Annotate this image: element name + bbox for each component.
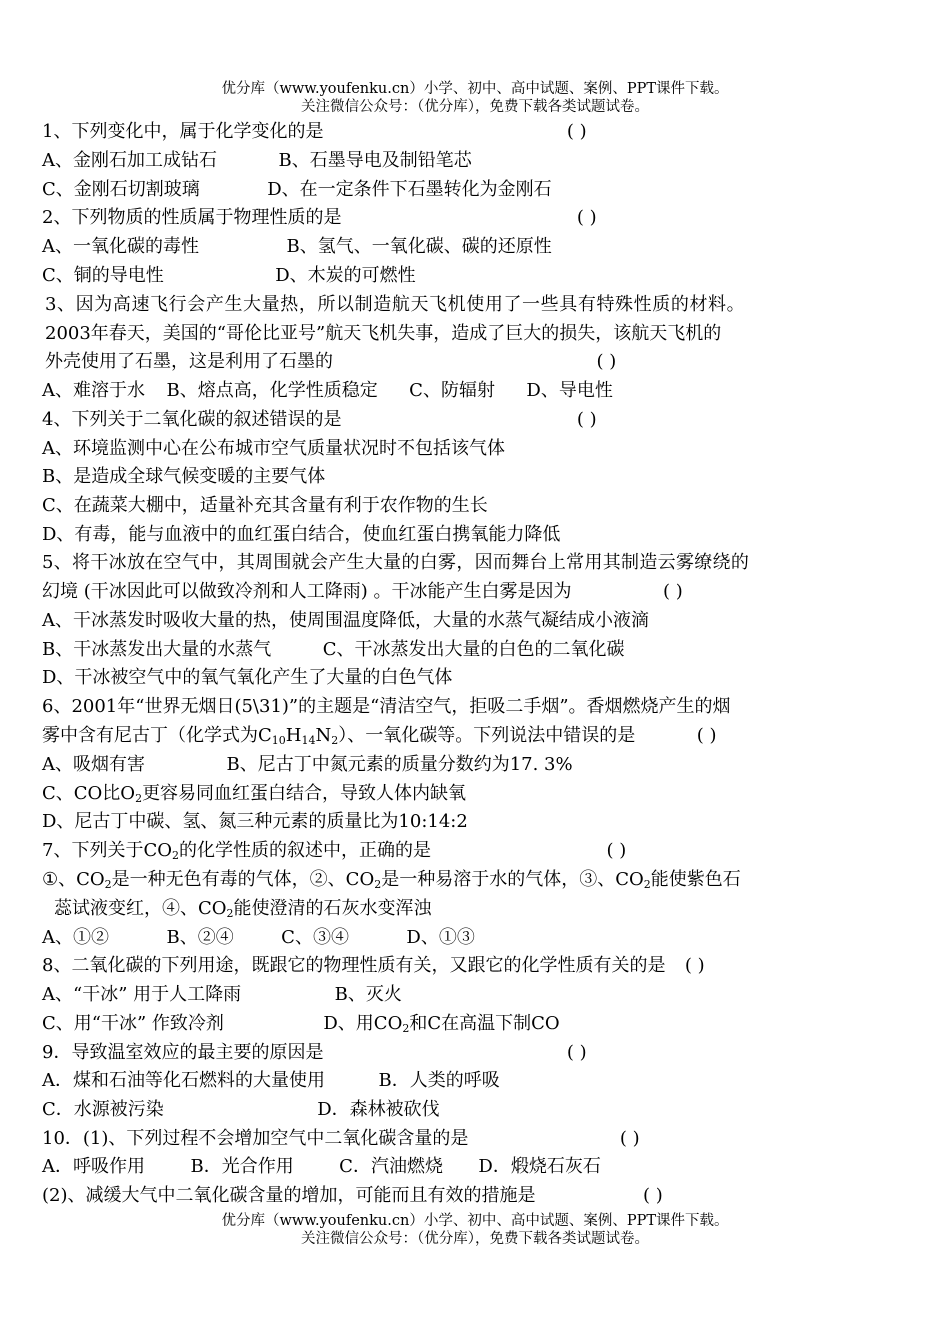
- q9-options-cd: [42, 1098, 440, 1122]
- q10-option-a: A．呼吸作用: [42, 1156, 145, 1177]
- q7-sub-4: 2: [226, 907, 234, 920]
- q3-option-c: C、防辐射: [409, 380, 495, 401]
- q2-options-cd: [42, 264, 416, 288]
- q6-stem-pre: 雾中含有尼古丁（化学式为C: [42, 725, 272, 746]
- q9-option-b: B．人类的呼吸: [378, 1070, 500, 1091]
- q8-option-d-sub: 2: [402, 1022, 410, 1035]
- q9-stem: 9．导致温室效应的最主要的原因是: [42, 1042, 324, 1063]
- q10-stem-2-line: [42, 1184, 663, 1208]
- q5-option-d: D、干冰被空气中的氧气氧化产生了大量的白色气体: [42, 667, 453, 688]
- q6-formula-n: N: [315, 725, 332, 746]
- q1-bracket: ( ): [566, 121, 587, 142]
- q10-option-d: D．煅烧石灰石: [478, 1156, 601, 1177]
- q10-option-b: B．光合作用: [190, 1156, 294, 1177]
- q8-options-cd: [42, 1012, 560, 1036]
- q7-stem-line: [42, 839, 626, 863]
- q4-option-d: D、有毒，能与血液中的血红蛋白结合，使血红蛋白携氧能力降低: [42, 524, 561, 545]
- q10-bracket-2: ( ): [642, 1185, 663, 1206]
- q7-sub-2: 2: [374, 878, 382, 891]
- q7-options: [42, 926, 475, 950]
- q7-statements-line-1: [42, 868, 741, 892]
- q4-option-b: B、是造成全球气候变暖的主要气体: [42, 466, 326, 487]
- q8-option-d-post: 和C在高温下制CO: [409, 1013, 560, 1034]
- q5-line-2: [42, 580, 683, 604]
- q7-option-a: A、①②: [42, 927, 109, 948]
- q2-option-d: D、木炭的可燃性: [275, 265, 416, 286]
- q7-stem-post: 的化学性质的叙述中，正确的是: [178, 840, 431, 861]
- q8-stem-line: [42, 954, 705, 978]
- q8-option-d-pre: D、用CO: [323, 1013, 403, 1034]
- q3-option-d: D、导电性: [526, 380, 613, 401]
- q3-option-b: B、熔点高，化学性质稳定: [166, 380, 378, 401]
- q7-s4-pre: 蕊试液变红，④、CO: [54, 898, 227, 919]
- q9-options-ab: [42, 1069, 500, 1093]
- q4-option-a: A、环境监测中心在公布城市空气质量状况时不包括该气体: [42, 438, 505, 459]
- header-line-1: 优分库（www.youfenku.cn）小学、初中、高中试题、案例、PPT课件下载。: [221, 81, 729, 97]
- q9-stem-line: [42, 1041, 587, 1065]
- q10-stem-1-line: [42, 1127, 640, 1151]
- q4-bracket: ( ): [576, 409, 597, 430]
- q1-option-b: B、石墨导电及制铅笔芯: [278, 150, 472, 171]
- q9-option-a: A．煤和石油等化石燃料的大量使用: [42, 1070, 325, 1091]
- q7-s3-post: 能使紫色石: [650, 869, 741, 890]
- q5-option-b: B、干冰蒸发出大量的水蒸气: [42, 639, 272, 660]
- q1-stem: 1、下列变化中，属于化学变化的是: [42, 121, 324, 142]
- q8-options-ab: [42, 983, 402, 1007]
- q7-option-d: D、①③: [406, 927, 475, 948]
- q10-option-c: C．汽油燃烧: [339, 1156, 443, 1177]
- q5-bracket: ( ): [662, 581, 683, 602]
- q3-bracket: ( ): [596, 351, 617, 372]
- q7-stem-sub: 2: [171, 849, 179, 862]
- q3-option-a: A、难溶于水: [42, 380, 145, 401]
- q5-line-1: 5、将干冰放在空气中，其周围就会产生大量的白雾，因而舞台上常用其制造云雾缭绕的: [42, 552, 750, 573]
- q3-options: [42, 379, 613, 403]
- q8-option-c: C、用“干冰” 作致冷剂: [42, 1013, 224, 1034]
- q2-option-c: C、铜的导电性: [42, 265, 164, 286]
- q6-stem-post: ）、一氧化碳等。下列说法中错误的是: [338, 725, 636, 746]
- q9-option-d: D．森林被砍伐: [317, 1099, 440, 1120]
- q7-option-b: B、②④: [166, 927, 234, 948]
- q10-options: [42, 1155, 601, 1179]
- q9-bracket: ( ): [566, 1042, 587, 1063]
- q7-option-c: C、③④: [281, 927, 349, 948]
- q1-stem-line: [42, 120, 587, 144]
- q5-option-a: A、干冰蒸发时吸收大量的热，使周围温度降低，大量的水蒸气凝结成小液滴: [42, 610, 649, 631]
- q7-s4-post: 能使澄清的石灰水变浑浊: [233, 898, 432, 919]
- q6-option-c-post: 更容易同血红蛋白结合，导致人体内缺氧: [142, 783, 467, 804]
- q6-option-b: B、尼古丁中氮元素的质量分数约为17. 3%: [226, 754, 573, 775]
- q3-line-2: 2003年春天，美国的“哥伦比亚号”航天飞机失事，造成了巨大的损失，该航天飞机的: [45, 323, 722, 344]
- q5-stem-end: 幻境 (干冰因此可以做致冷剂和人工降雨) 。干冰能产生白雾是因为: [42, 581, 572, 602]
- q7-bracket: ( ): [606, 840, 627, 861]
- q7-statements-line-2: [54, 897, 432, 921]
- q6-formula-h: H: [285, 725, 302, 746]
- q8-option-a: A、“干冰” 用于人工降雨: [42, 984, 242, 1005]
- q4-stem-line: [42, 408, 597, 432]
- q5-options-bc: [42, 638, 624, 662]
- q10-stem-1: 10．(1)、下列过程不会增加空气中二氧化碳含量的是: [42, 1128, 469, 1149]
- q2-option-b: B、氢气、一氧化碳、碳的还原性: [286, 236, 552, 257]
- q8-stem: 8、二氧化碳的下列用途，既跟它的物理性质有关，又跟它的化学性质有关的是: [42, 955, 666, 976]
- q6-options-ab: [42, 753, 573, 777]
- q6-bracket: ( ): [696, 725, 717, 746]
- q6-line-2: [42, 724, 716, 748]
- q8-option-b: B、灭火: [334, 984, 402, 1005]
- q2-option-a: A、一氧化碳的毒性: [42, 236, 199, 257]
- q6-option-c: [42, 782, 466, 806]
- q6-sub-h: 14: [301, 734, 316, 747]
- q1-option-c: C、金刚石切割玻璃: [42, 179, 200, 200]
- q1-options-cd: [42, 178, 552, 202]
- q8-bracket: ( ): [684, 955, 705, 976]
- q6-option-a: A、吸烟有害: [42, 754, 145, 775]
- q2-options-ab: [42, 235, 552, 259]
- q2-stem: 2、下列物质的性质属于物理性质的是: [42, 207, 342, 228]
- q7-sub-1: 2: [104, 878, 112, 891]
- q3-line-3: [45, 350, 616, 374]
- q1-options-ab: [42, 149, 472, 173]
- q5-option-c: C、干冰蒸发出大量的白色的二氧化碳: [322, 639, 625, 660]
- q6-line-1: 6、2001年“世界无烟日(5\31)”的主题是“清洁空气，拒吸二手烟”。香烟燃烧产生的烟: [42, 696, 731, 717]
- q1-option-a: A、金刚石加工成钻石: [42, 150, 217, 171]
- q7-s1-post: 是一种无色有毒的气体，②、CO: [111, 869, 375, 890]
- q1-option-d: D、在一定条件下石墨转化为金刚石: [267, 179, 552, 200]
- q3-stem-end: 外壳使用了石墨，这是利用了石墨的: [45, 351, 333, 372]
- footer-line-1: 优分库（www.youfenku.cn）小学、初中、高中试题、案例、PPT课件下载。: [221, 1213, 729, 1229]
- q2-stem-line: [42, 206, 597, 230]
- q6-option-c-pre: C、CO比O: [42, 783, 136, 804]
- q3-line-1: 3、因为高速飞行会产生大量热，所以制造航天飞机使用了一些具有特殊性质的材料。: [45, 294, 746, 315]
- q7-s2-post: 是一种易溶于水的气体，③、CO: [381, 869, 644, 890]
- q6-sub-c: 10: [271, 734, 286, 747]
- q6-option-c-sub: 2: [135, 792, 143, 805]
- q7-s1-pre: ①、CO: [42, 869, 105, 890]
- q7-sub-3: 2: [643, 878, 651, 891]
- q6-sub-n: 2: [331, 734, 339, 747]
- footer-line-2: 关注微信公众号：（优分库），免费下载各类试题试卷。: [301, 1231, 649, 1247]
- q4-option-c: C、在蔬菜大棚中，适量补充其含量有利于农作物的生长: [42, 495, 488, 516]
- q7-stem-pre: 7、下列关于CO: [42, 840, 172, 861]
- q10-bracket-1: ( ): [619, 1128, 640, 1149]
- q6-option-d: D、尼古丁中碳、氢、氮三种元素的质量比为10:14:2: [42, 811, 468, 832]
- header-line-2: 关注微信公众号：（优分库），免费下载各类试题试卷。: [301, 99, 649, 115]
- q2-bracket: ( ): [576, 207, 597, 228]
- q10-stem-2: (2)、减缓大气中二氧化碳含量的增加，可能而且有效的措施是: [42, 1185, 536, 1206]
- q9-option-c: C．水源被污染: [42, 1099, 164, 1120]
- q4-stem: 4、下列关于二氧化碳的叙述错误的是: [42, 409, 342, 430]
